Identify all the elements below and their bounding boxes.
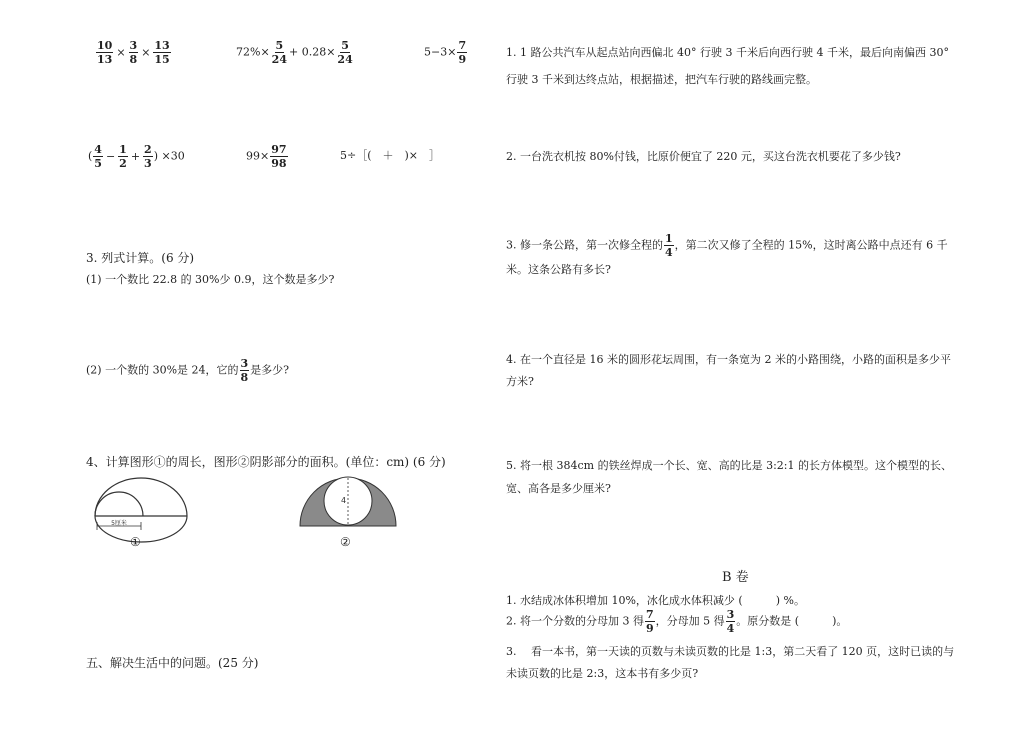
expr-text: 5−3× [424,45,457,59]
problem-3-line-1 [506,233,948,258]
b-question-3-line-1: 3. 看一本书，第一天读的页数与未读页数的比是 1:3，第二天看了 120 页，这时已读的与 [506,645,955,658]
frac-den: 3 [144,157,152,170]
frac-den: 15 [154,53,170,66]
calc-expr-1-2 [236,40,355,65]
frac-num: 3 [726,608,735,621]
question-text: 2. 将一个分数的分母加 3 得 [506,614,644,628]
question-text: ，第二次又修了全程的 15%，这时离公路中点还有 6 千 [674,238,948,252]
question-text: ，分母加 5 得 [655,614,725,628]
figure-2-diagram [298,474,398,530]
frac-num: 3 [240,357,249,370]
operator: + [130,149,141,163]
frac-den: 24 [337,53,353,66]
frac-den: 8 [240,371,249,384]
frac-num: 1 [119,143,127,156]
section-5-title: 五、解决生活中的问题。(25 分) [86,656,259,670]
frac-den: 13 [97,53,113,66]
calc-expr-1-3 [424,40,468,65]
figure-2-dim-label: 4 [341,496,347,505]
operator: × [116,45,126,59]
figure-1-outline [95,478,187,542]
section-3-title: 3. 列式计算。(6 分) [86,251,195,265]
section-3-question-1: (1) 一个数比 22.8 的 30%少 0.9，这个数是多少? [86,273,335,286]
question-text: 3. 修一条公路，第一次修全程的 [506,238,663,252]
calc-expr-2-3 [340,149,440,162]
frac-num: 10 [97,39,113,52]
figure-1-dim-label: 5厘米 [111,520,127,527]
expr-text: ) ×30 [153,149,185,163]
b-question-3-line-2: 未读页数的比是 2:3，这本书有多少页? [506,667,699,680]
frac-num: 97 [271,143,287,156]
calc-expr-2-1 [88,144,185,169]
expr-text: + 0.28× [288,45,336,59]
problem-4-line-1: 4. 在一个直径是 16 米的圆形花坛周围，有一条宽为 2 米的小路围绕，小路的面积是多少平 [506,353,951,366]
frac-num: 4 [94,143,102,156]
figure-1-label: ① [130,535,141,549]
problem-2: 2. 一台洗衣机按 80%付钱，比原价便宜了 220 元，买这台洗衣机要花了多少钱? [506,150,901,163]
frac-den: 2 [119,157,127,170]
frac-num: 2 [144,143,152,156]
frac-den: 8 [129,53,138,66]
expr-text: ( [88,149,93,163]
expr-text: 5÷［( ＋ )× ］ [340,149,441,162]
frac-num: 1 [665,232,673,245]
frac-num: 7 [458,39,467,52]
problem-3-line-2: 米。这条公路有多长? [506,263,611,276]
problem-1-line-1: 1. 1 路公共汽车从起点站向西偏北 40° 行驶 3 千米后向西行驶 4 千米，最后向南偏西 30° [506,46,949,59]
frac-den: 9 [645,622,654,635]
figure-2-label: ② [340,535,351,549]
section-4-title: 4、计算图形①的周长，图形②阴影部分的面积。(单位：cm) (6 分) [86,455,446,469]
frac-den: 4 [665,246,673,259]
frac-den: 98 [271,157,287,170]
b-section-title: B 卷 [722,570,749,585]
problem-5-line-1: 5. 将一根 384cm 的铁丝焊成一个长、宽、高的比是 3:2:1 的长方体模型。这个模型的长、 [506,459,952,472]
operator: × [141,45,151,59]
problem-4-line-2: 方米? [506,375,534,388]
calc-expr-2-2 [246,144,289,169]
question-text: 。原分数是 ( )。 [736,614,848,628]
operator: − [105,149,116,163]
figure-1-diagram [92,470,192,550]
section-3-question-2 [86,358,289,383]
problem-1-line-2: 行驶 3 千米到达终点站，根据描述，把汽车行驶的路线画完整。 [506,73,817,86]
b-question-2 [506,609,847,634]
figure-2-inner-circle [324,477,372,525]
problem-5-line-2: 宽、高各是多少厘米? [506,482,611,495]
frac-den: 5 [94,157,102,170]
b-question-1: 1. 水结成冰体积增加 10%，冰化成水体积减少 ( ) %。 [506,594,805,607]
expr-text: 99× [246,149,270,163]
question-text: (2) 一个数的 30%是 24，它的 [86,363,239,377]
frac-num: 3 [129,39,138,52]
frac-den: 9 [458,53,467,66]
frac-num: 5 [341,39,349,52]
expr-text: 72%× [236,45,270,59]
frac-num: 13 [154,39,170,52]
question-text: 是多少? [250,363,290,377]
frac-num: 7 [645,608,654,621]
frac-den: 4 [726,622,735,635]
frac-den: 24 [271,53,287,66]
calc-expr-1-1 [95,40,172,65]
frac-num: 5 [275,39,284,52]
